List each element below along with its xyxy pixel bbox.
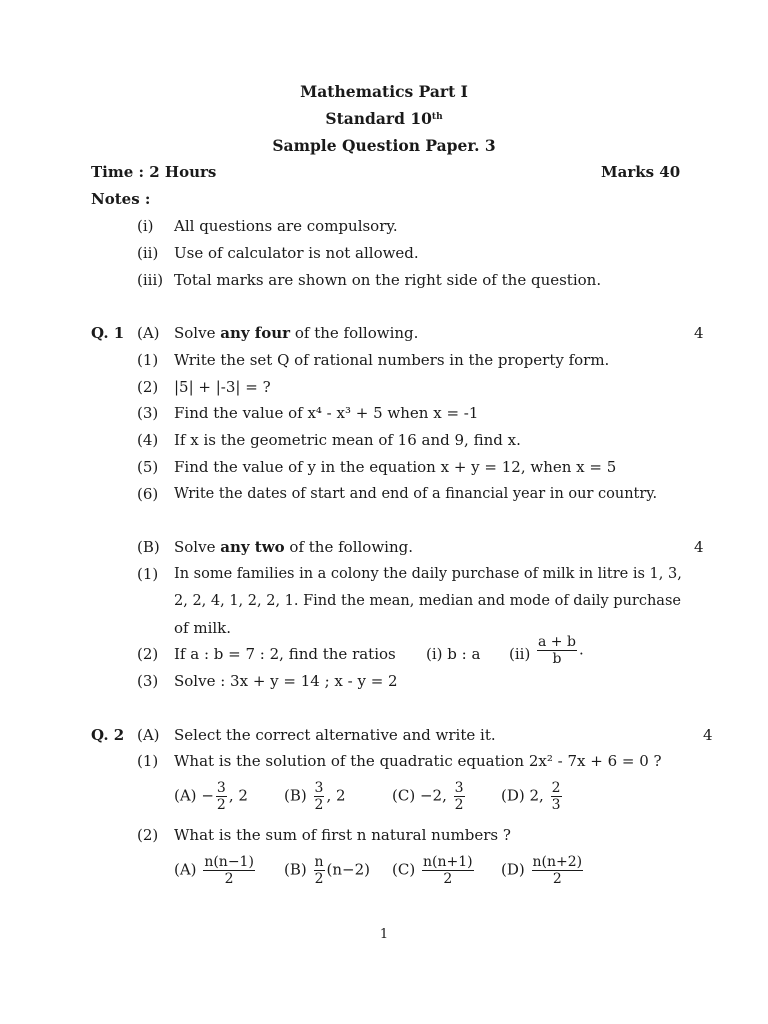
note-text: Use of calculator is not allowed. <box>174 244 419 262</box>
mcq-option-b: (B) $\frac{3}{2}$ , 2 <box>284 780 346 813</box>
section-marks: 4 <box>703 726 713 744</box>
note-num: (iii) <box>137 271 164 289</box>
question-number: Q. 2 <box>91 726 125 744</box>
item-num: (2) <box>137 645 159 663</box>
item-text: In some families in a colony the daily purchase of milk in litre is 1, 3, <box>174 566 682 582</box>
section-label: (A) <box>137 726 160 744</box>
item-text: What is the sum of first n natural numbers ? <box>174 826 511 844</box>
item-num: (1) <box>137 752 159 770</box>
notes-label: Notes : <box>91 190 151 208</box>
mcq-option-b: (B) $\frac{n}{2}$ (n−2) <box>284 854 371 887</box>
ratio-fraction: $\frac{a + b}{b}$ . <box>538 634 584 667</box>
mcq-option-a: (A) $\frac{n(n-1)}{2}$ <box>174 854 254 887</box>
item-num: (2) <box>137 826 159 844</box>
item-text: What is the solution of the quadratic equation 2x² - 7x + 6 = 0 ? <box>174 752 662 770</box>
mcq-option-d: (D) $\frac{n(n+2)}{2}$ <box>501 854 583 887</box>
mcq-option-d: (D) 2, $\frac{2}{3}$ <box>501 780 561 813</box>
item-text: of milk. <box>174 619 232 637</box>
section-marks: 4 <box>694 538 704 556</box>
item-num: (5) <box>137 458 159 476</box>
section-instruction: Solve any four of the following. <box>174 324 419 342</box>
paper-title: Mathematics Part I <box>300 82 468 101</box>
item-num: (1) <box>137 565 159 583</box>
item-text: 2, 2, 4, 1, 2, 2, 1. Find the mean, median and mode of daily purchase <box>174 593 681 609</box>
section-instruction: Select the correct alternative and write it. <box>174 726 496 744</box>
item-text: Solve : 3x + y = 14 ; x - y = 2 <box>174 672 398 690</box>
mcq-option-a: (A) − $\frac{3}{2}$ , 2 <box>174 780 248 813</box>
item-text: If a : b = 7 : 2, find the ratios <box>174 645 396 663</box>
mcq-option-c: (C) −2, $\frac{3}{2}$ <box>392 780 464 813</box>
section-label: (A) <box>137 324 160 342</box>
time-label: Time : 2 Hours <box>91 163 217 181</box>
paper-standard: Standard 10th <box>325 109 443 128</box>
note-text: Total marks are shown on the right side of the question. <box>174 271 602 289</box>
item-text: Find the value of x⁴ - x³ + 5 when x = -1 <box>174 404 479 422</box>
item-text: Write the dates of start and end of a financial year in our country. <box>174 486 658 502</box>
item-text: |5| + |-3| = ? <box>174 378 271 396</box>
page-number: 1 <box>379 927 389 942</box>
item-num: (4) <box>137 431 159 449</box>
paper-subtitle: Sample Question Paper. 3 <box>272 136 496 155</box>
note-num: (i) <box>137 217 154 235</box>
item-text: If x is the geometric mean of 16 and 9, find x. <box>174 431 521 449</box>
section-instruction: Solve any two of the following. <box>174 538 413 556</box>
section-marks: 4 <box>694 324 704 342</box>
marks-label: Marks 40 <box>601 163 681 181</box>
item-num: (3) <box>137 672 159 690</box>
ratio-option-2: (ii) <box>509 645 531 663</box>
item-num: (1) <box>137 351 159 369</box>
note-text: All questions are compulsory. <box>174 217 398 235</box>
mcq-option-c: (C) $\frac{n(n+1)}{2}$ <box>392 854 473 887</box>
item-text: Write the set Q of rational numbers in the property form. <box>174 351 610 369</box>
section-label: (B) <box>137 538 160 556</box>
note-num: (ii) <box>137 244 159 262</box>
item-num: (2) <box>137 378 159 396</box>
ratio-option-1: (i) b : a <box>426 645 481 663</box>
question-number: Q. 1 <box>91 324 125 342</box>
item-num: (6) <box>137 485 159 503</box>
item-num: (3) <box>137 404 159 422</box>
item-text: Find the value of y in the equation x + y = 12, when x = 5 <box>174 458 617 476</box>
